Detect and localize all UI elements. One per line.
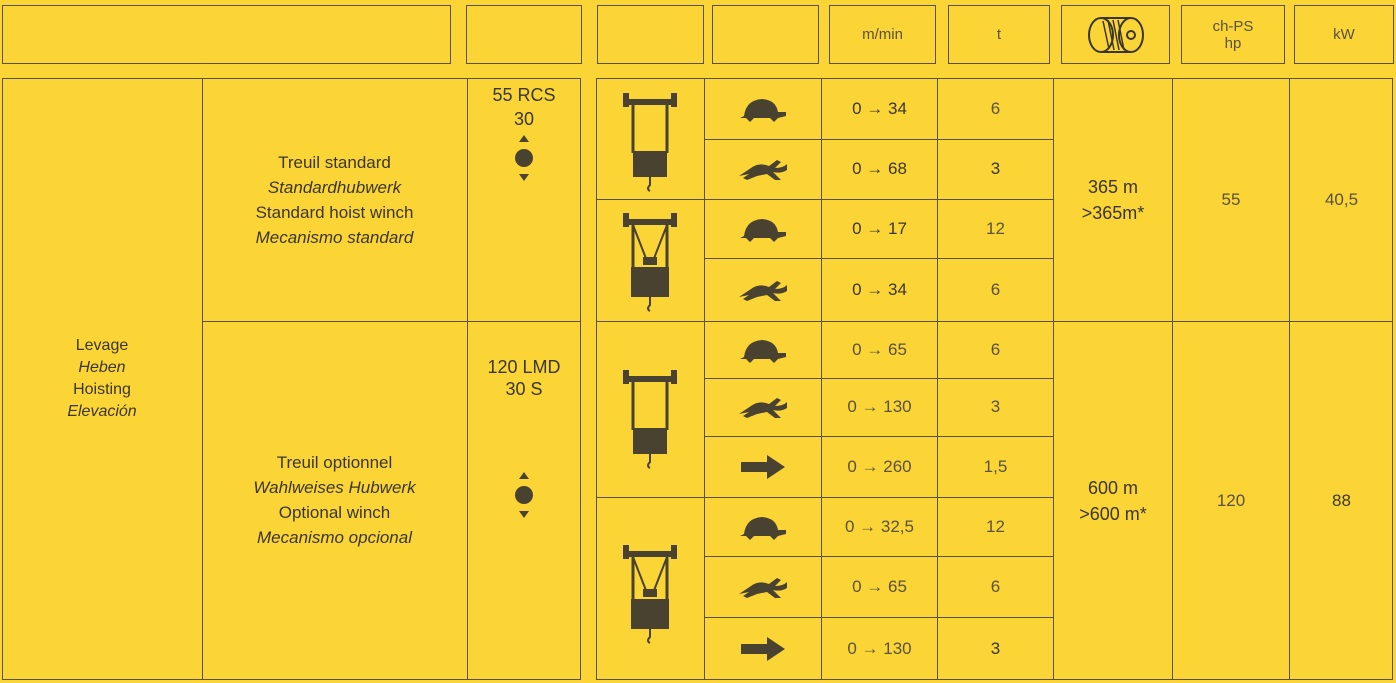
cable-length-max: >600 m* — [1079, 503, 1147, 524]
winch-standard-en: Standard hoist winch — [255, 202, 414, 222]
cable-length-optional — [1054, 321, 1172, 680]
mode-cell — [705, 617, 821, 680]
load-value: 6 — [990, 339, 1001, 359]
operation-es: Elevación — [67, 403, 137, 420]
cable-length: 365 m — [1087, 176, 1139, 197]
hare-icon — [737, 574, 789, 600]
winch-optional-es: Mecanismo opcional — [257, 528, 412, 547]
mode-cell — [705, 497, 821, 556]
cable-length-standard — [1054, 78, 1172, 321]
operation-fr: Levage — [75, 337, 129, 354]
load-value: 6 — [990, 279, 1001, 299]
kw-optional: 88 — [1332, 490, 1351, 510]
winch-standard-es: Mecanismo standard — [255, 227, 414, 247]
winch-standard-de: Standardhubwerk — [267, 177, 402, 197]
speed-value: 0 → 34 — [852, 98, 907, 118]
winch-optional-label — [202, 400, 467, 600]
load-value: 1,5 — [983, 456, 1008, 476]
kw-standard: 40,5 — [1324, 189, 1359, 209]
tortoise-icon — [738, 514, 788, 540]
header-hp-line2: hp — [1224, 34, 1242, 52]
mode-cell — [705, 78, 821, 139]
load-value: 12 — [986, 218, 1005, 238]
header-mode-box — [712, 5, 819, 64]
model-standard — [467, 84, 581, 132]
cable-length-max: >365m* — [1081, 202, 1145, 223]
operation-en: Hoisting — [73, 381, 131, 398]
double-reeving-hook-block-icon — [621, 213, 679, 313]
model-standard-line1: 55 RCS — [492, 85, 556, 105]
tortoise-icon — [738, 337, 788, 363]
mode-cell — [705, 139, 821, 199]
winch-standard-fr: Treuil standard — [278, 152, 391, 172]
load-value: 12 — [986, 516, 1005, 536]
header-cable-box — [1061, 5, 1170, 64]
mode-cell — [705, 258, 821, 321]
model-optional-line2: 30 S — [505, 379, 543, 399]
header-speed-unit: m/min — [829, 5, 936, 64]
mode-cell — [705, 556, 821, 617]
load-value: 6 — [990, 98, 1001, 118]
tortoise-icon — [738, 216, 788, 242]
speed-value: 0 → 130 — [847, 638, 912, 658]
winch-optional-en: Optional winch — [278, 503, 391, 522]
speed-value: 0 → 68 — [852, 159, 907, 178]
header-kw: kW — [1294, 5, 1394, 64]
speed-value: 0 → 32,5 — [845, 516, 914, 536]
mode-cell — [705, 436, 821, 497]
double-reeving-hook-block-icon — [621, 545, 679, 645]
winch-standard-label — [202, 78, 467, 321]
single-reeving-hook-block-icon — [621, 93, 679, 193]
tortoise-icon — [738, 96, 788, 122]
mode-cell — [705, 321, 821, 378]
cable-length: 600 m — [1087, 477, 1139, 498]
speed-value: 0 → 260 — [847, 456, 912, 476]
single-reeving-hook-block-icon — [621, 370, 679, 470]
arrow-icon — [741, 455, 785, 479]
load-value: 6 — [990, 576, 1001, 596]
operation-de: Heben — [78, 359, 126, 376]
header-hp-line1: ch-PS — [1212, 17, 1254, 35]
up-down-arrow-icon — [514, 133, 534, 183]
hp-standard: 55 — [1221, 189, 1241, 209]
hare-icon — [737, 394, 789, 420]
header-load-unit: t — [948, 5, 1050, 64]
winch-optional-de: Wahlweises Hubwerk — [253, 478, 416, 497]
hare-icon — [737, 156, 789, 182]
load-value: 3 — [990, 638, 1001, 658]
arrow-icon — [741, 637, 785, 661]
header-label-box — [2, 5, 451, 64]
mode-cell — [705, 199, 821, 258]
hare-icon — [737, 277, 789, 303]
winch-optional-fr: Treuil optionnel — [276, 453, 393, 472]
divider-group-left — [202, 321, 581, 322]
up-down-arrow-icon — [514, 470, 534, 520]
model-optional-line1: 120 LMD — [487, 357, 561, 377]
speed-value: 0 → 65 — [852, 339, 907, 359]
header-hp — [1181, 5, 1285, 64]
header-model-box — [466, 5, 582, 64]
speed-value: 0 → 65 — [852, 576, 907, 596]
speed-value: 0 → 17 — [852, 218, 907, 238]
speed-value: 0 → 130 — [847, 397, 912, 416]
mode-cell — [705, 378, 821, 436]
model-standard-line2: 30 — [513, 109, 535, 129]
load-value: 3 — [990, 159, 1001, 178]
cable-drum-icon — [1081, 15, 1151, 55]
header-block-box — [597, 5, 704, 64]
operation-label — [2, 78, 202, 680]
speed-value: 0 → 34 — [852, 279, 907, 299]
hp-optional: 120 — [1216, 490, 1246, 510]
model-optional — [467, 356, 581, 400]
load-value: 3 — [990, 397, 1001, 416]
